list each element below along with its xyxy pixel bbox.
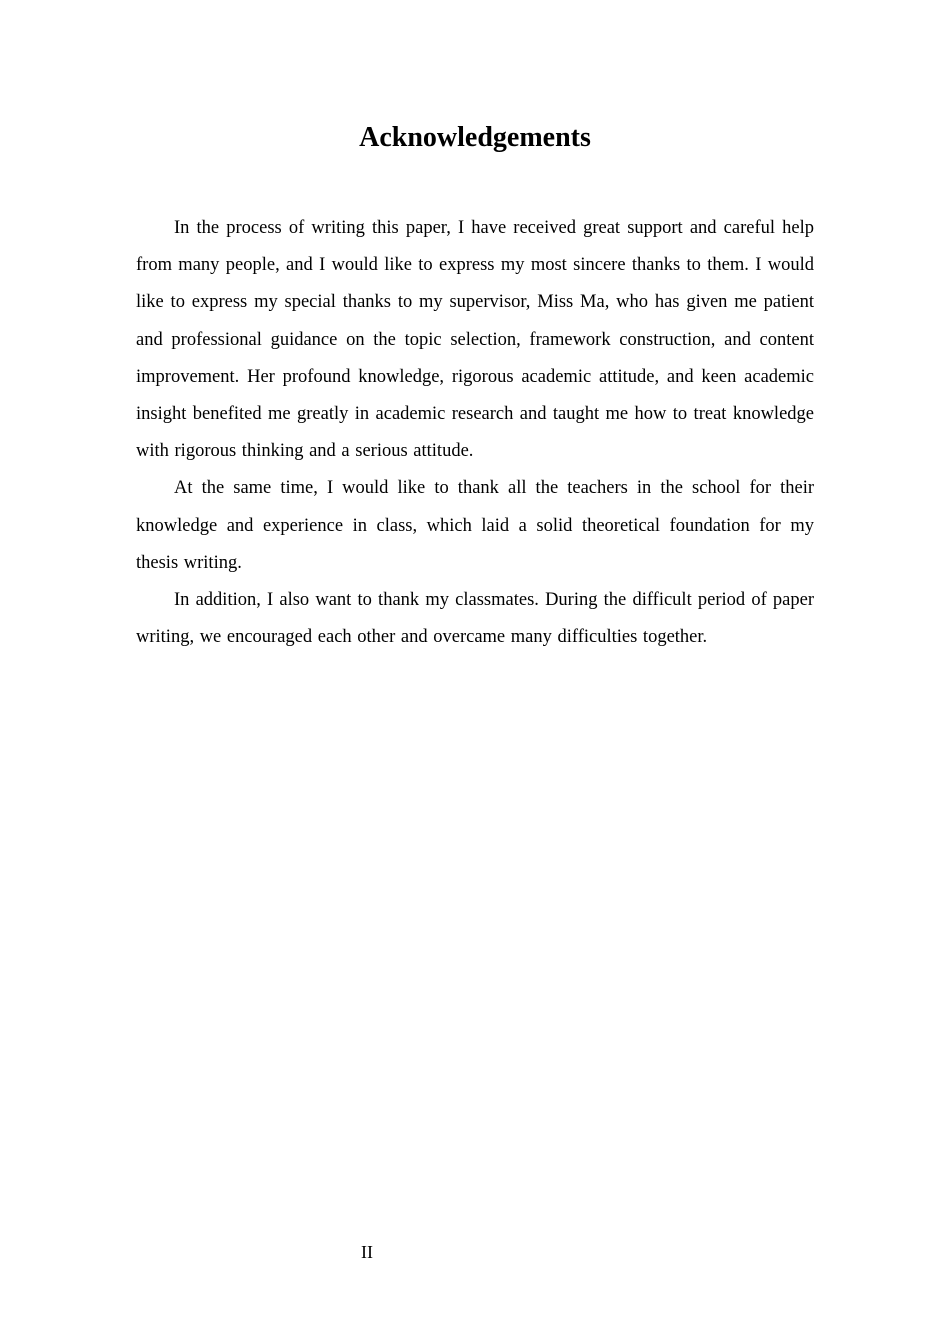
- acknowledgements-body: [136, 210, 814, 656]
- paragraph-supervisor-thanks: In the process of writing this paper, I have received great support and careful help from many people, and I would like to express my most sincere thanks to them. I would like to express my special thanks to my supervisor, Miss Ma, who has given me patient and professional guidance on the topic selection, framework construction, and content improvement. Her profound knowledge, rigorous academic attitude, and keen academic insight benefited me greatly in academic research and taught me how to treat knowledge with rigorous thinking and a serious attitude.: [136, 218, 814, 462]
- page-number: II: [361, 1242, 373, 1262]
- paragraph-classmates-thanks: In addition, I also want to thank my classmates. During the difficult period of paper writing, we encouraged each other and overcame many difficulties together.: [136, 590, 814, 648]
- page-title: Acknowledgements: [359, 122, 591, 153]
- paragraph-teachers-thanks: At the same time, I would like to thank all the teachers in the school for their knowledge and experience in class, which laid a solid theoretical foundation for my thesis writing.: [136, 478, 814, 573]
